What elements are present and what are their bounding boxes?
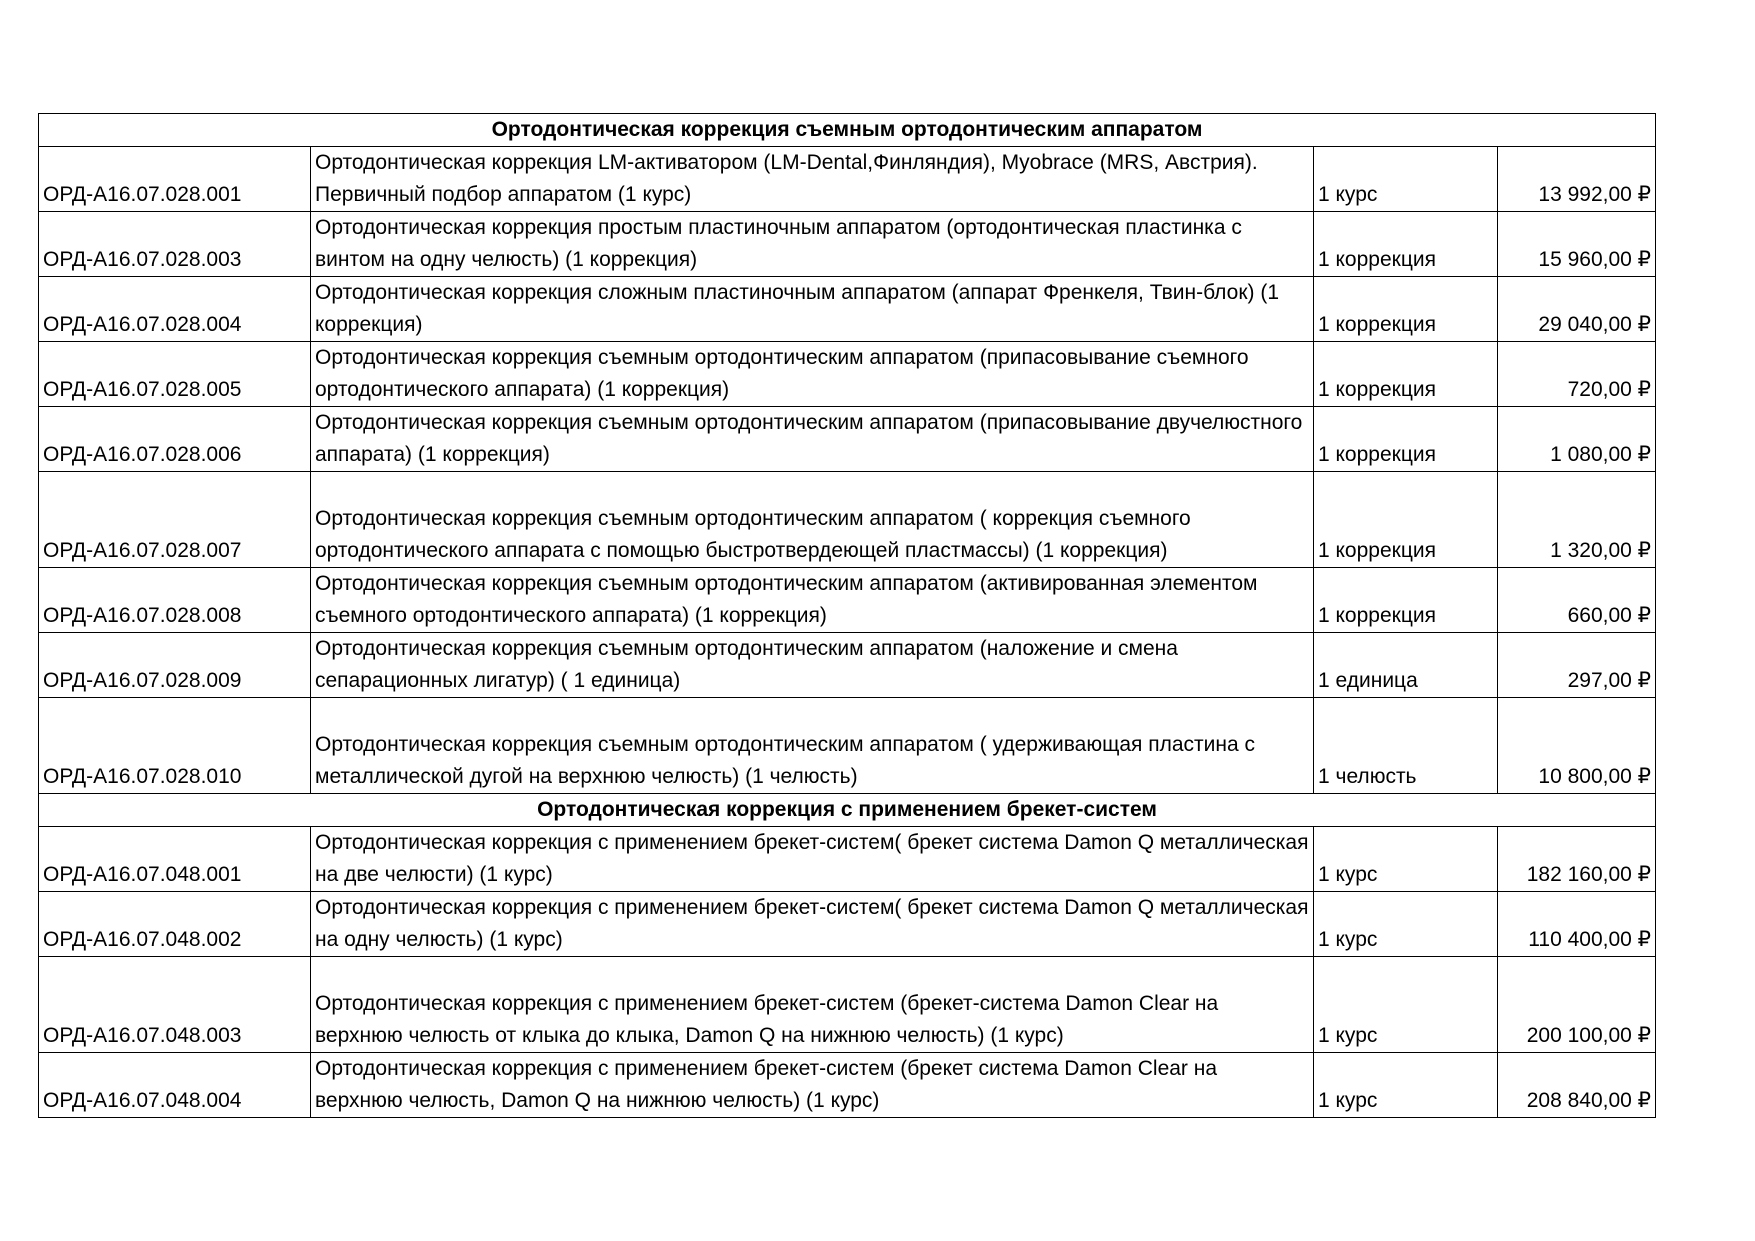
service-description: Ортодонтическая коррекция съемным ортодонтическим аппаратом ( удерживающая пластина с металлической дугой на верхнюю челюсть) (1 челюсть) <box>311 698 1314 794</box>
section-header-removable <box>39 114 1656 147</box>
service-unit: 1 коррекция <box>1314 472 1498 568</box>
service-unit: 1 коррекция <box>1314 568 1498 633</box>
service-price: 13 992,00 ₽ <box>1498 147 1656 212</box>
service-price: 15 960,00 ₽ <box>1498 212 1656 277</box>
service-description: Ортодонтическая коррекция съемным ортодонтическим аппаратом (припасовывание двучелюстного аппарата) (1 коррекция) <box>311 407 1314 472</box>
table-row <box>39 827 1656 892</box>
service-code: ОРД-А16.07.028.006 <box>39 407 311 472</box>
service-code: ОРД-А16.07.028.007 <box>39 472 311 568</box>
service-code: ОРД-А16.07.048.002 <box>39 892 311 957</box>
table-row <box>39 568 1656 633</box>
service-unit: 1 коррекция <box>1314 212 1498 277</box>
table-row <box>39 212 1656 277</box>
service-description: Ортодонтическая коррекция с применением брекет-систем( брекет система Damon Q металлическая на две челюсти) (1 курс) <box>311 827 1314 892</box>
price-table-body <box>39 114 1656 1118</box>
table-row <box>39 407 1656 472</box>
service-description: Ортодонтическая коррекция съемным ортодонтическим аппаратом ( коррекция съемного ортодонтического аппарата с помощью быстротвердеющей пластмассы) (1 коррекция) <box>311 472 1314 568</box>
service-price: 182 160,00 ₽ <box>1498 827 1656 892</box>
service-unit: 1 курс <box>1314 892 1498 957</box>
table-row <box>39 957 1656 1053</box>
service-code: ОРД-А16.07.048.003 <box>39 957 311 1053</box>
service-price: 660,00 ₽ <box>1498 568 1656 633</box>
service-unit: 1 коррекция <box>1314 407 1498 472</box>
service-price: 200 100,00 ₽ <box>1498 957 1656 1053</box>
service-price: 297,00 ₽ <box>1498 633 1656 698</box>
service-code: ОРД-А16.07.028.008 <box>39 568 311 633</box>
service-unit: 1 коррекция <box>1314 277 1498 342</box>
service-price: 110 400,00 ₽ <box>1498 892 1656 957</box>
service-price: 208 840,00 ₽ <box>1498 1053 1656 1118</box>
service-price: 720,00 ₽ <box>1498 342 1656 407</box>
service-price: 1 080,00 ₽ <box>1498 407 1656 472</box>
service-description: Ортодонтическая коррекция LM-активатором (LM-Dental,Финляндия), Myobrace (MRS, Австрия). Первичный подбор аппаратом (1 курс) <box>311 147 1314 212</box>
service-price: 29 040,00 ₽ <box>1498 277 1656 342</box>
section-title: Ортодонтическая коррекция с применением брекет-систем <box>39 794 1656 827</box>
table-row <box>39 633 1656 698</box>
service-code: ОРД-А16.07.048.004 <box>39 1053 311 1118</box>
table-row <box>39 277 1656 342</box>
service-code: ОРД-А16.07.028.001 <box>39 147 311 212</box>
table-row <box>39 698 1656 794</box>
service-code: ОРД-А16.07.028.004 <box>39 277 311 342</box>
service-description: Ортодонтическая коррекция съемным ортодонтическим аппаратом (активированная элементом съемного ортодонтического аппарата) (1 коррекция) <box>311 568 1314 633</box>
service-code: ОРД-А16.07.028.005 <box>39 342 311 407</box>
service-unit: 1 курс <box>1314 1053 1498 1118</box>
table-row <box>39 892 1656 957</box>
table-row <box>39 342 1656 407</box>
section-title: Ортодонтическая коррекция съемным ортодонтическим аппаратом <box>39 114 1656 147</box>
table-row <box>39 472 1656 568</box>
service-code: ОРД-А16.07.048.001 <box>39 827 311 892</box>
service-description: Ортодонтическая коррекция с применением брекет-систем( брекет система Damon Q металлическая на одну челюсть) (1 курс) <box>311 892 1314 957</box>
service-price: 1 320,00 ₽ <box>1498 472 1656 568</box>
table-row <box>39 147 1656 212</box>
service-description: Ортодонтическая коррекция сложным пластиночным аппаратом (аппарат Френкеля, Твин-блок) (1 коррекция) <box>311 277 1314 342</box>
table-row <box>39 1053 1656 1118</box>
service-description: Ортодонтическая коррекция съемным ортодонтическим аппаратом (наложение и смена сепарационных лигатур) ( 1 единица) <box>311 633 1314 698</box>
price-table <box>38 113 1656 1118</box>
service-unit: 1 курс <box>1314 147 1498 212</box>
service-code: ОРД-А16.07.028.010 <box>39 698 311 794</box>
service-price: 10 800,00 ₽ <box>1498 698 1656 794</box>
service-code: ОРД-А16.07.028.009 <box>39 633 311 698</box>
service-description: Ортодонтическая коррекция съемным ортодонтическим аппаратом (припасовывание съемного ортодонтического аппарата) (1 коррекция) <box>311 342 1314 407</box>
service-unit: 1 единица <box>1314 633 1498 698</box>
service-unit: 1 челюсть <box>1314 698 1498 794</box>
service-description: Ортодонтическая коррекция с применением брекет-систем (брекет-система Damon Clear на верхнюю челюсть от клыка до клыка, Damon Q на нижнюю челюсть) (1 курс) <box>311 957 1314 1053</box>
service-unit: 1 курс <box>1314 827 1498 892</box>
service-unit: 1 коррекция <box>1314 342 1498 407</box>
service-description: Ортодонтическая коррекция с применением брекет-систем (брекет система Damon Clear на верхнюю челюсть, Damon Q на нижнюю челюсть) (1 курс) <box>311 1053 1314 1118</box>
service-description: Ортодонтическая коррекция простым пластиночным аппаратом (ортодонтическая пластинка с винтом на одну челюсть) (1 коррекция) <box>311 212 1314 277</box>
service-unit: 1 курс <box>1314 957 1498 1053</box>
section-header-braces <box>39 794 1656 827</box>
service-code: ОРД-А16.07.028.003 <box>39 212 311 277</box>
